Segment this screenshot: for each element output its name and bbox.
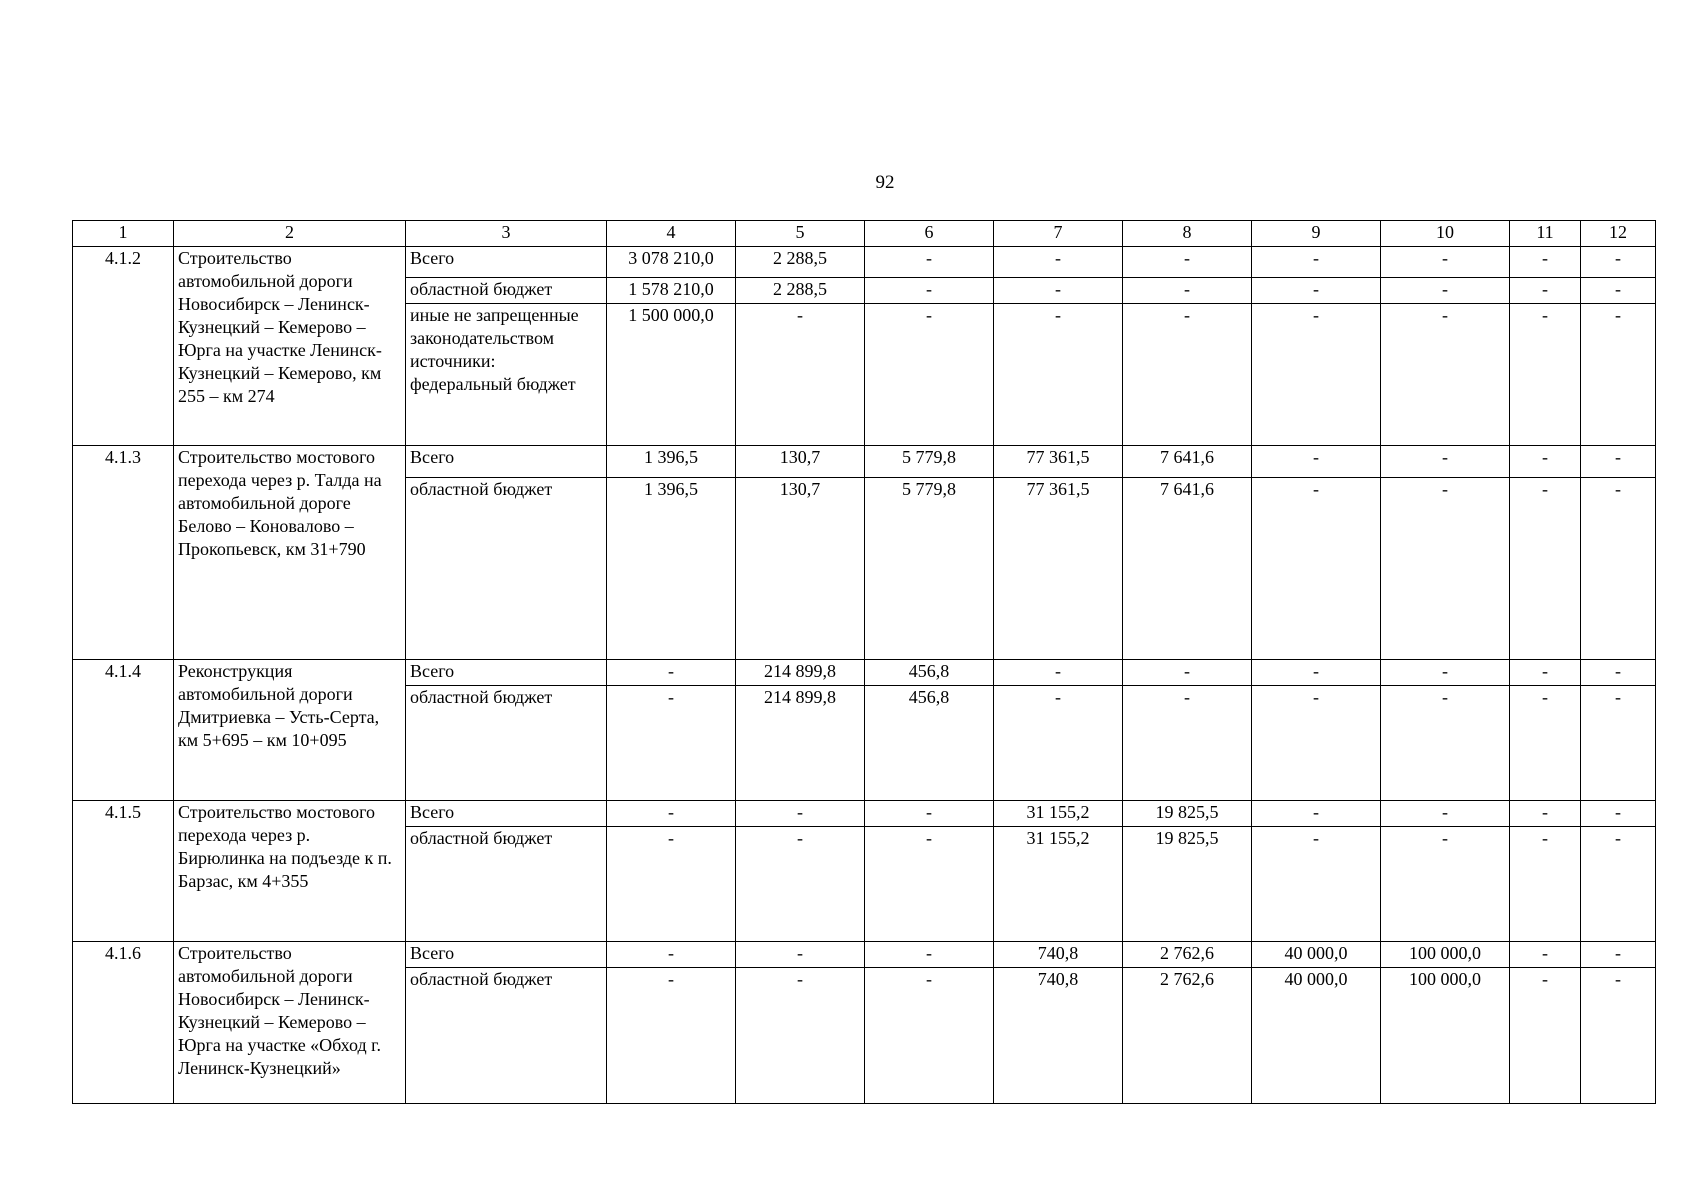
amount-cell: - (1381, 247, 1510, 278)
amount-cell: 77 361,5 (994, 478, 1123, 660)
amount-cell: 77 361,5 (994, 446, 1123, 478)
amount-cell: - (865, 968, 994, 1104)
funding-source: областной бюджет (406, 686, 607, 801)
funding-source: Всего (406, 942, 607, 968)
amount-cell: - (1252, 478, 1381, 660)
amount-cell: 1 396,5 (607, 446, 736, 478)
funding-source: областной бюджет (406, 478, 607, 660)
amount-cell: - (736, 968, 865, 1104)
amount-cell: - (736, 304, 865, 446)
amount-cell: - (994, 304, 1123, 446)
item-name: Строительство автомобильной дороги Новосибирск – Ленинск-Кузнецкий – Кемерово – Юрга на участке «Обход г. Ленинск-Кузнецкий» (174, 942, 406, 1104)
table-row (73, 446, 1656, 478)
amount-cell: - (1252, 827, 1381, 942)
funding-source: Всего (406, 247, 607, 278)
amount-cell: 130,7 (736, 446, 865, 478)
amount-cell: - (607, 686, 736, 801)
amount-cell: - (1381, 278, 1510, 304)
amount-cell: 2 762,6 (1123, 968, 1252, 1104)
amount-cell: 214 899,8 (736, 686, 865, 801)
amount-cell: 5 779,8 (865, 446, 994, 478)
column-header: 9 (1252, 221, 1381, 247)
amount-cell: - (1581, 827, 1656, 942)
amount-cell: - (1510, 304, 1581, 446)
amount-cell: 100 000,0 (1381, 942, 1510, 968)
page-number: 92 (875, 172, 895, 193)
column-header: 1 (73, 221, 174, 247)
amount-cell: 2 288,5 (736, 247, 865, 278)
amount-cell: - (607, 968, 736, 1104)
amount-cell: 40 000,0 (1252, 968, 1381, 1104)
item-code: 4.1.2 (73, 247, 174, 446)
amount-cell: 214 899,8 (736, 660, 865, 686)
amount-cell: - (1381, 827, 1510, 942)
amount-cell: 740,8 (994, 968, 1123, 1104)
amount-cell: - (865, 827, 994, 942)
amount-cell: - (1252, 278, 1381, 304)
amount-cell: 740,8 (994, 942, 1123, 968)
column-header: 2 (174, 221, 406, 247)
amount-cell: - (1581, 942, 1656, 968)
amount-cell: - (1510, 801, 1581, 827)
amount-cell: - (1252, 446, 1381, 478)
amount-cell: - (865, 304, 994, 446)
amount-cell: 1 396,5 (607, 478, 736, 660)
amount-cell: - (994, 247, 1123, 278)
amount-cell: - (865, 801, 994, 827)
funding-source: областной бюджет (406, 968, 607, 1104)
column-header: 10 (1381, 221, 1510, 247)
table-row (73, 660, 1656, 686)
amount-cell: 1 500 000,0 (607, 304, 736, 446)
funding-source: иные не запрещенные законодательством источники: федеральный бюджет (406, 304, 607, 446)
funding-source: областной бюджет (406, 827, 607, 942)
amount-cell: - (1510, 827, 1581, 942)
amount-cell: - (994, 278, 1123, 304)
amount-cell: - (1123, 247, 1252, 278)
amount-cell: - (1381, 801, 1510, 827)
amount-cell: 456,8 (865, 686, 994, 801)
column-header: 12 (1581, 221, 1656, 247)
amount-cell: 1 578 210,0 (607, 278, 736, 304)
column-header: 6 (865, 221, 994, 247)
amount-cell: - (1581, 278, 1656, 304)
column-header: 8 (1123, 221, 1252, 247)
amount-cell: - (1510, 247, 1581, 278)
amount-cell: - (1510, 942, 1581, 968)
amount-cell: 31 155,2 (994, 827, 1123, 942)
amount-cell: - (1381, 304, 1510, 446)
amount-cell: 130,7 (736, 478, 865, 660)
amount-cell: - (1581, 478, 1656, 660)
amount-cell: - (1381, 478, 1510, 660)
amount-cell: - (1123, 278, 1252, 304)
amount-cell: - (865, 278, 994, 304)
amount-cell: - (1123, 660, 1252, 686)
amount-cell: - (607, 942, 736, 968)
amount-cell: - (1252, 247, 1381, 278)
item-name: Строительство автомобильной дороги Новосибирск – Ленинск-Кузнецкий – Кемерово – Юрга на участке Ленинск-Кузнецкий – Кемерово, км 255 – км 274 (174, 247, 406, 446)
amount-cell: - (994, 686, 1123, 801)
item-code: 4.1.6 (73, 942, 174, 1104)
amount-cell: - (736, 801, 865, 827)
amount-cell: 2 288,5 (736, 278, 865, 304)
column-header-row (73, 221, 1656, 247)
amount-cell: 31 155,2 (994, 801, 1123, 827)
amount-cell: - (865, 247, 994, 278)
table-row (73, 247, 1656, 278)
amount-cell: - (1381, 686, 1510, 801)
amount-cell: - (1581, 247, 1656, 278)
amount-cell: - (1252, 304, 1381, 446)
amount-cell: 3 078 210,0 (607, 247, 736, 278)
amount-cell: - (1510, 660, 1581, 686)
amount-cell: - (1510, 968, 1581, 1104)
amount-cell: - (1581, 801, 1656, 827)
amount-cell: - (1581, 446, 1656, 478)
amount-cell: - (1510, 446, 1581, 478)
amount-cell: - (1123, 686, 1252, 801)
item-name: Реконструкция автомобильной дороги Дмитриевка – Усть-Серта, км 5+695 – км 10+095 (174, 660, 406, 801)
amount-cell: 7 641,6 (1123, 446, 1252, 478)
amount-cell: 19 825,5 (1123, 801, 1252, 827)
amount-cell: - (865, 942, 994, 968)
funding-source: Всего (406, 446, 607, 478)
item-name: Строительство мостового перехода через р. Бирюлинка на подъезде к п. Барзас, км 4+355 (174, 801, 406, 942)
column-header: 4 (607, 221, 736, 247)
item-name: Строительство мостового перехода через р. Талда на автомобильной дороге Белово – Коновалово – Прокопьевск, км 31+790 (174, 446, 406, 660)
amount-cell: 5 779,8 (865, 478, 994, 660)
amount-cell: - (607, 801, 736, 827)
funding-source: Всего (406, 660, 607, 686)
amount-cell: - (1123, 304, 1252, 446)
amount-cell: - (1510, 686, 1581, 801)
amount-cell: - (736, 942, 865, 968)
amount-cell: - (736, 827, 865, 942)
amount-cell: - (1510, 478, 1581, 660)
amount-cell: - (1252, 660, 1381, 686)
table-row (73, 942, 1656, 968)
amount-cell: - (994, 660, 1123, 686)
amount-cell: 2 762,6 (1123, 942, 1252, 968)
item-code: 4.1.4 (73, 660, 174, 801)
column-header: 5 (736, 221, 865, 247)
amount-cell: - (1510, 278, 1581, 304)
amount-cell: 456,8 (865, 660, 994, 686)
amount-cell: 19 825,5 (1123, 827, 1252, 942)
budget-table (72, 220, 1656, 1104)
item-code: 4.1.5 (73, 801, 174, 942)
amount-cell: - (607, 660, 736, 686)
amount-cell: - (1581, 660, 1656, 686)
column-header: 11 (1510, 221, 1581, 247)
amount-cell: - (1252, 801, 1381, 827)
amount-cell: - (1252, 686, 1381, 801)
amount-cell: 40 000,0 (1252, 942, 1381, 968)
amount-cell: 7 641,6 (1123, 478, 1252, 660)
funding-source: областной бюджет (406, 278, 607, 304)
amount-cell: - (1581, 968, 1656, 1104)
funding-source: Всего (406, 801, 607, 827)
amount-cell: 100 000,0 (1381, 968, 1510, 1104)
item-code: 4.1.3 (73, 446, 174, 660)
column-header: 7 (994, 221, 1123, 247)
amount-cell: - (1581, 304, 1656, 446)
amount-cell: - (1381, 660, 1510, 686)
table-row (73, 801, 1656, 827)
column-header: 3 (406, 221, 607, 247)
amount-cell: - (1581, 686, 1656, 801)
amount-cell: - (1381, 446, 1510, 478)
amount-cell: - (607, 827, 736, 942)
